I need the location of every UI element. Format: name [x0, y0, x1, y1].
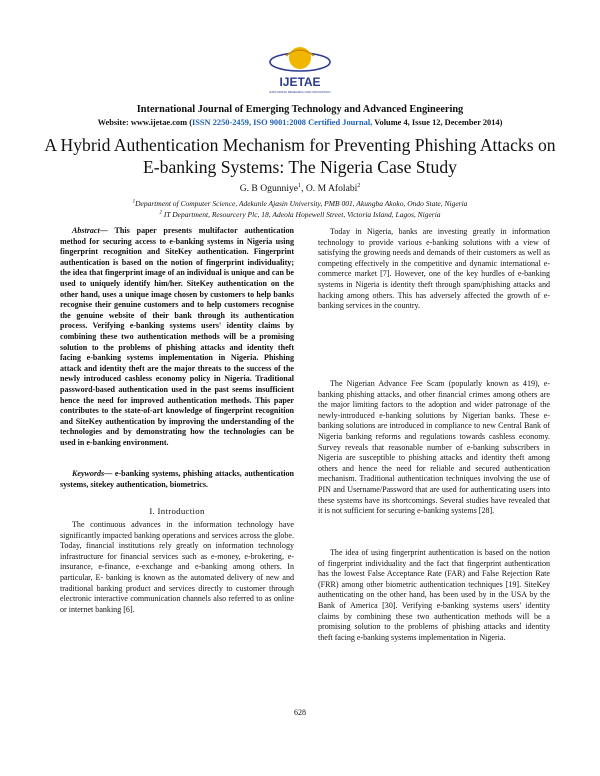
journal-name: International Journal of Emerging Technology and Advanced Engineering: [136, 104, 464, 115]
right-paragraph-1: Today in Nigeria, banks are investing greatly in information technology to provide various e-banking solutions with a view of satisfying the growing needs and demands of their customers as well as competing effectively in the competitive and dynamic international e-commerce market [7]. However, one of the key hurdles of e-banking systems in Nigeria is identity theft through spam/phishing attacks and hacking among others. This has adversely affected the growth of e-banking services in the country.: [318, 227, 550, 311]
affil-2-sup: 2: [159, 210, 162, 216]
logo-text: IJETAE: [279, 75, 321, 89]
page-number: 628: [294, 708, 306, 717]
author-2-sup: 2: [357, 183, 361, 189]
journal-logo: [268, 38, 332, 96]
author-1-sup: 1: [298, 183, 302, 189]
abstract: [60, 226, 294, 448]
keywords: [60, 469, 294, 490]
keywords-text: e-banking systems, phishing attacks, authentication systems, sitekey authentication, biometrics.: [60, 469, 294, 489]
journal-website: [0, 118, 600, 127]
logo-tagline: EXPLORING RESEARCH AND INNOVATION: [269, 90, 331, 94]
website-suffix: Volume 4, Issue 12, December 2014): [372, 118, 503, 127]
keywords-label: Keywords—: [72, 469, 113, 478]
website-issn: ISSN 2250-2459, ISO 9001:2008 Certified Journal,: [191, 118, 373, 127]
author-1: G. B Ogunniye: [239, 183, 299, 195]
right-paragraph-2: The Nigerian Advance Fee Scam (popularly known as 419), e-banking phishing attacks, and other financial crimes among others are the major limiting factors to the adoption and wider patronage of the newly-introduced e-banking solutions by Nigerian banks. These e-banking solutions are introduced in compliance to new Central Bank of Nigeria banking reforms and regulations towards cashless economy. Survey reveals that reasonable number of e-banking subscribers in Nigeria are susceptible to phishing attacks and identity theft among others and hence the need for reliable and secured authentication mechanism. Traditional authentication techniques involving the use of PIN and Username/Password that are used for authenticating users into these systems have its shortcomings. Several studies have revealed that it is not sufficient for securing e-banking systems [28].: [318, 379, 550, 516]
intro-paragraph-1: The continuous advances in the information technology have significantly impacted banking operations and services across the globe. Today, financial institutions rely greatly on information technology infrastructure for financial services such as e-money, e-brokering, e-insurance, e-finance, e-exchange and e-banking among others. In particular, E- banking is known as the automated delivery of new and traditional banking product and services directly to customer through electronic interactive communication channels also referred to as online or internet banking [6].: [60, 520, 294, 614]
abstract-text: This paper presents multifactor authentication method for securing access to e-banking systems in Nigeria using fingerprint recognition and SiteKey authentication. Fingerprint authentication is based on the notion of fingerprint individuality; the idea that fingerprint image of an individual is unique and can be used to uniquely identify him/her. SiteKey authentication on the other hand, uses a unique image chosen by customers to help banks recognise their genuine customers and to help customers recognise the genuine website of their bank through its authentication process. Verifying e-banking systems users' identity claims by combining these two authentication methods will be a promising solution to the problems of phishing attacks and identity theft facing e-banking systems implementation in Nigeria. Phishing attack and identity theft are the major threats to the success of the newly introduced cashless economy policy in Nigeria. Traditional password-based authentication used in the past seems insufficient hence the need for improved authentication methods. This paper contributes to the state-of-art knowledge of fingerprint recognition and SiteKey authentication by improving the understanding of the technologies and by demonstrating how the technologies can be used in e-banking environment.: [60, 226, 294, 447]
author-2: , O. M Afolabi: [301, 183, 358, 195]
affiliation-2: [40, 210, 560, 219]
affiliation-1: [40, 199, 560, 208]
website-prefix: Website: www.ijetae.com (: [97, 118, 192, 127]
affil-2-text: IT Department, Resourcery Plc, 18, Adeola Hopewell Street, Victoria Island, Lagos, Nigeria: [161, 210, 441, 219]
abstract-label: Abstract—: [72, 226, 108, 235]
authors: [0, 183, 600, 194]
affil-1-sup: 1: [132, 199, 136, 205]
affil-1-text: Department of Computer Science, Adekunle Ajasin University, PMB 001, Akungba Akoko, Ondo State, Nigeria: [135, 199, 468, 208]
section-title-introduction: I. Introduction: [149, 506, 205, 516]
paper-title: A Hybrid Authentication Mechanism for Preventing Phishing Attacks on E-banking Systems: The Nigeria Case Study: [44, 135, 556, 177]
right-paragraph-3: The idea of using fingerprint authentication is based on the notion of fingerprint individuality and the fact that fingerprint authentication has the lowest False Acceptance Rate (FAR) and False Rejection Rate (FRR) among other biometric authentication techniques [19]. SiteKey authenticating on the other hand, has been used by in the USA by the Bank of America [30]. Verifying e-banking systems users' identity claims by combining these two authentication methods will be a promising solution to the problems of phishing attacks and identity theft facing e-banking systems implementation in Nigeria.: [318, 548, 550, 642]
